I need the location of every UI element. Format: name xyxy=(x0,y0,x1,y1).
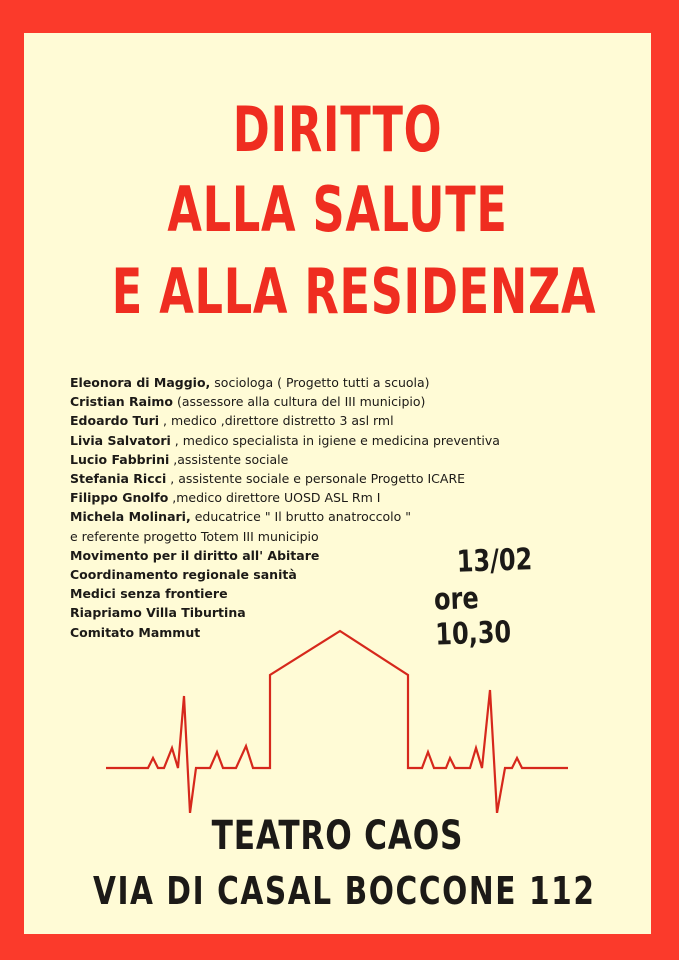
speaker-name: Movimento per il diritto all' Abitare xyxy=(70,547,320,563)
speaker-name: Stefania Ricci xyxy=(70,471,167,487)
speaker-role: ,assistente sociale xyxy=(169,451,289,467)
list-item xyxy=(70,392,570,411)
title-line-2: ALLA SALUTE xyxy=(167,173,508,246)
list-item xyxy=(70,469,570,488)
speaker-name: Michela Molinari, xyxy=(70,509,191,525)
speaker-name: Medici senza frontiere xyxy=(70,586,228,602)
speaker-name: Cristian Raimo xyxy=(70,394,173,410)
speaker-role: , medico specialista in igiene e medicina preventiva xyxy=(170,432,500,448)
list-item xyxy=(70,488,570,507)
speaker-role: (assessore alla cultura del III municipio) xyxy=(172,394,426,410)
speaker-name: Livia Salvatori xyxy=(70,432,171,448)
title-line-1: DIRITTO xyxy=(232,93,443,166)
list-item xyxy=(70,507,570,526)
speaker-role: , medico ,direttore distretto 3 asl rml xyxy=(159,413,394,429)
speaker-name: Comitato Mammut xyxy=(70,624,201,640)
list-item xyxy=(70,431,570,450)
speaker-role: sociologa ( Progetto tutti a scuola) xyxy=(210,375,430,390)
speaker-name: Filippo Gnolfo xyxy=(70,490,169,506)
speaker-role: ,medico direttore UOSD ASL Rm I xyxy=(168,490,381,506)
list-item xyxy=(70,373,570,392)
event-date: 13/02 xyxy=(456,542,533,580)
speaker-name: Eleonora di Maggio, xyxy=(70,375,211,390)
heartbeat-house-line-icon xyxy=(24,628,651,813)
list-item xyxy=(70,450,570,469)
speaker-name: Riapriamo Villa Tiburtina xyxy=(70,605,246,621)
event-time: ore 10,30 xyxy=(433,581,512,653)
speaker-role: educatrice " Il brutto anatroccolo " xyxy=(190,509,411,525)
speaker-role: e referente progetto Totem III municipio xyxy=(70,528,319,544)
poster xyxy=(24,33,651,934)
speaker-name: Edoardo Turi xyxy=(70,413,160,429)
venue-address: VIA DI CASAL BOCCONE 112 xyxy=(92,869,596,913)
speaker-name: Lucio Fabbrini xyxy=(70,451,170,467)
speaker-name: Coordinamento regionale sanità xyxy=(70,567,297,583)
speaker-role: , assistente sociale e personale Progetto ICARE xyxy=(166,471,466,487)
list-item xyxy=(70,411,570,430)
title-line-3: E ALLA RESIDENZA xyxy=(111,255,597,328)
venue-name: TEATRO CAOS xyxy=(211,813,464,859)
